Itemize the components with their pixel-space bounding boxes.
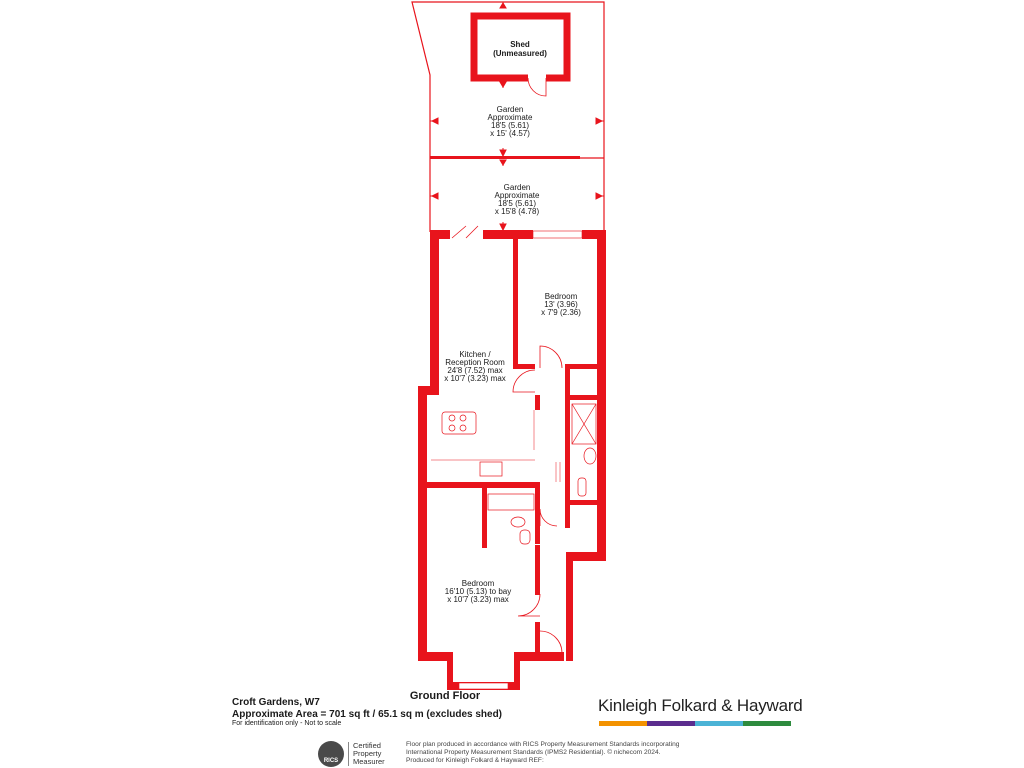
- brand-bar-purple: [647, 721, 695, 726]
- bedroom-front-dim1: 16'10 (5.13) to bay: [444, 587, 512, 596]
- kitchen-dim2: x 10'7 (3.23) max: [444, 374, 506, 383]
- garden-front-dim2: x 15'8 (4.78): [494, 207, 540, 216]
- brand-bar-green: [743, 721, 791, 726]
- garden-rear-name: Garden: [496, 105, 524, 114]
- shed-note: (Unmeasured): [493, 49, 547, 58]
- address: Croft Gardens, W7: [232, 697, 320, 708]
- rics-badge-text: RICS: [323, 758, 339, 764]
- fixtures: [431, 404, 596, 544]
- fine-print-line2: International Property Measurement Standards (IPMS2 Residential). © nichecom 2024.: [406, 749, 661, 756]
- brand-color-bar: [599, 721, 791, 726]
- bedroom-rear-dim2: x 7'9 (2.36): [541, 308, 581, 317]
- brand-name: Kinleigh Folkard & Hayward: [598, 696, 803, 715]
- approximate-area: Approximate Area = 701 sq ft / 65.1 sq m (excludes shed): [232, 709, 503, 720]
- garden-rear-dim1: 18'5 (5.61): [491, 121, 529, 130]
- bedroom-rear-dim1: 13' (3.96): [544, 300, 578, 309]
- rics-certification: [348, 742, 385, 766]
- floor-label: Ground Floor: [409, 690, 481, 702]
- fine-print: [406, 741, 679, 765]
- fine-print-line1: Floor plan produced in accordance with RICS Property Measurement Standards incorporating: [406, 741, 680, 748]
- garden-front-name: Garden: [503, 183, 531, 192]
- kitchen-dim1: 24'8 (7.52) max: [447, 366, 503, 375]
- address-block: [232, 697, 502, 721]
- fine-print-line3: Produced for Kinleigh Folkard & Hayward REF:: [406, 757, 544, 764]
- garden-rear-approx: Approximate: [487, 113, 533, 122]
- garden-front-approx: Approximate: [494, 191, 540, 200]
- bedroom-front-name: Bedroom: [461, 579, 495, 588]
- kitchen-name: Kitchen /: [459, 350, 491, 359]
- shed-label: Shed: [510, 40, 530, 49]
- rics-line3: Measurer: [353, 757, 385, 766]
- rics-logo: [318, 741, 402, 767]
- rics-badge-icon: [318, 741, 344, 767]
- brand-bar-orange: [599, 721, 647, 726]
- garden-rear-dim2: x 15' (4.57): [490, 129, 530, 138]
- brand-bar-blue: [695, 721, 743, 726]
- garden-front-dim1: 18'5 (5.61): [498, 199, 536, 208]
- garden-divider-wall: [430, 156, 580, 159]
- kitchen-name2: Reception Room: [445, 358, 505, 367]
- disclaimer: For identification only - Not to scale: [232, 720, 342, 727]
- rics-line1: Certified: [353, 741, 381, 750]
- bedroom-rear-name: Bedroom: [544, 292, 578, 301]
- rics-line2: Property: [353, 749, 382, 758]
- bedroom-front-dim2: x 10'7 (3.23) max: [447, 595, 509, 604]
